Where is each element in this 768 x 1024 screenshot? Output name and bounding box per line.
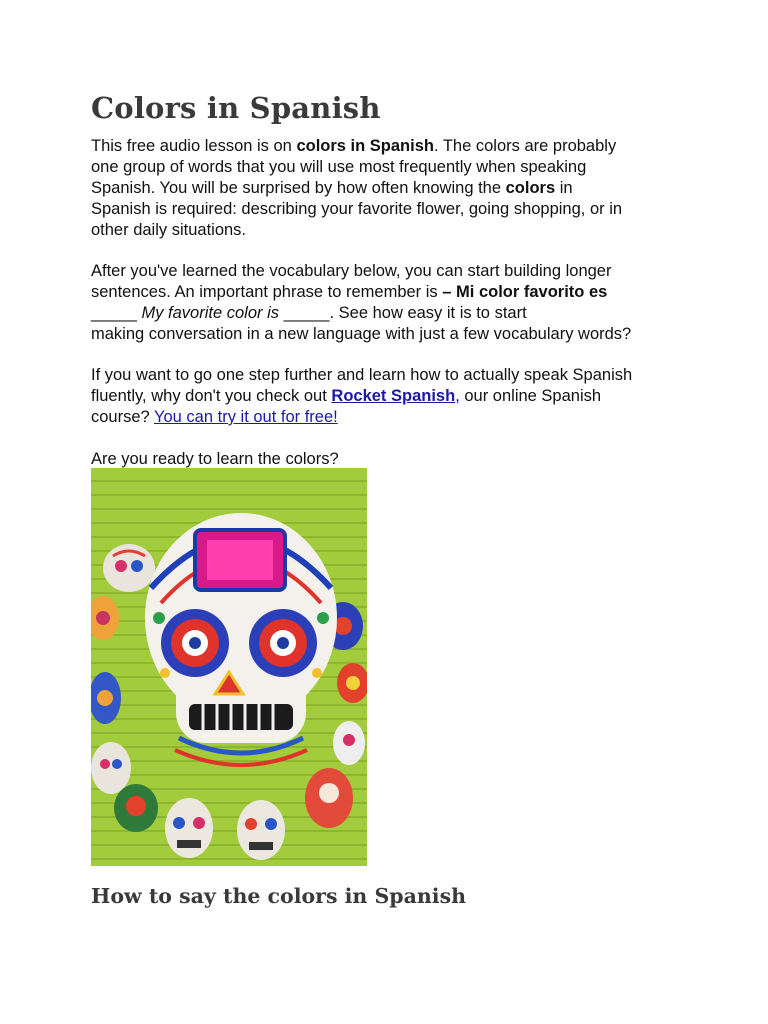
rocket-spanish-link[interactable]: Rocket Spanish: [331, 387, 456, 405]
small-skull: [333, 721, 365, 765]
intro-paragraph: This free audio lesson is on colors in Spanish. The colors are probably one group of words that you will use most frequently when speaking Spanish. You will be surprised by how often knowing the colors in Spanish is required: describing your favorite flower, going shopping, or in other daily situations.: [91, 137, 623, 239]
sugar-skulls-photo: [91, 468, 367, 866]
small-skull: [165, 798, 213, 858]
bold-phrase: colors in Spanish: [296, 137, 434, 155]
phrase-translation: My favorite color is: [141, 304, 280, 322]
small-skull: [114, 784, 158, 832]
bold-word: colors: [505, 179, 556, 197]
course-paragraph: If you want to go one step further and learn how to actually speak Spanish fluently, why don't you check out Rocket Spanish, our online Spanish course? You can try it out for free!: [91, 366, 633, 426]
phrase-paragraph: After you've learned the vocabulary below, you can start building longer sentences. An important phrase to remember is – Mi color favorito es _____ My favorite color is _____. See how easy it is to start making conversation in a new language with just a few vocabulary words?: [91, 262, 632, 343]
small-skull: [305, 768, 353, 828]
section-heading: How to say the colors in Spanish: [91, 884, 467, 908]
small-skull: [91, 742, 131, 794]
sugar-skulls-illustration: [91, 468, 367, 866]
ready-paragraph: Are you ready to learn the colors?: [91, 450, 339, 468]
small-skull: [237, 800, 285, 860]
free-trial-link[interactable]: You can try it out for free!: [154, 408, 338, 426]
page-title: Colors in Spanish: [91, 91, 381, 125]
small-skull: [103, 544, 155, 592]
key-phrase: – Mi color favorito es: [442, 283, 608, 301]
